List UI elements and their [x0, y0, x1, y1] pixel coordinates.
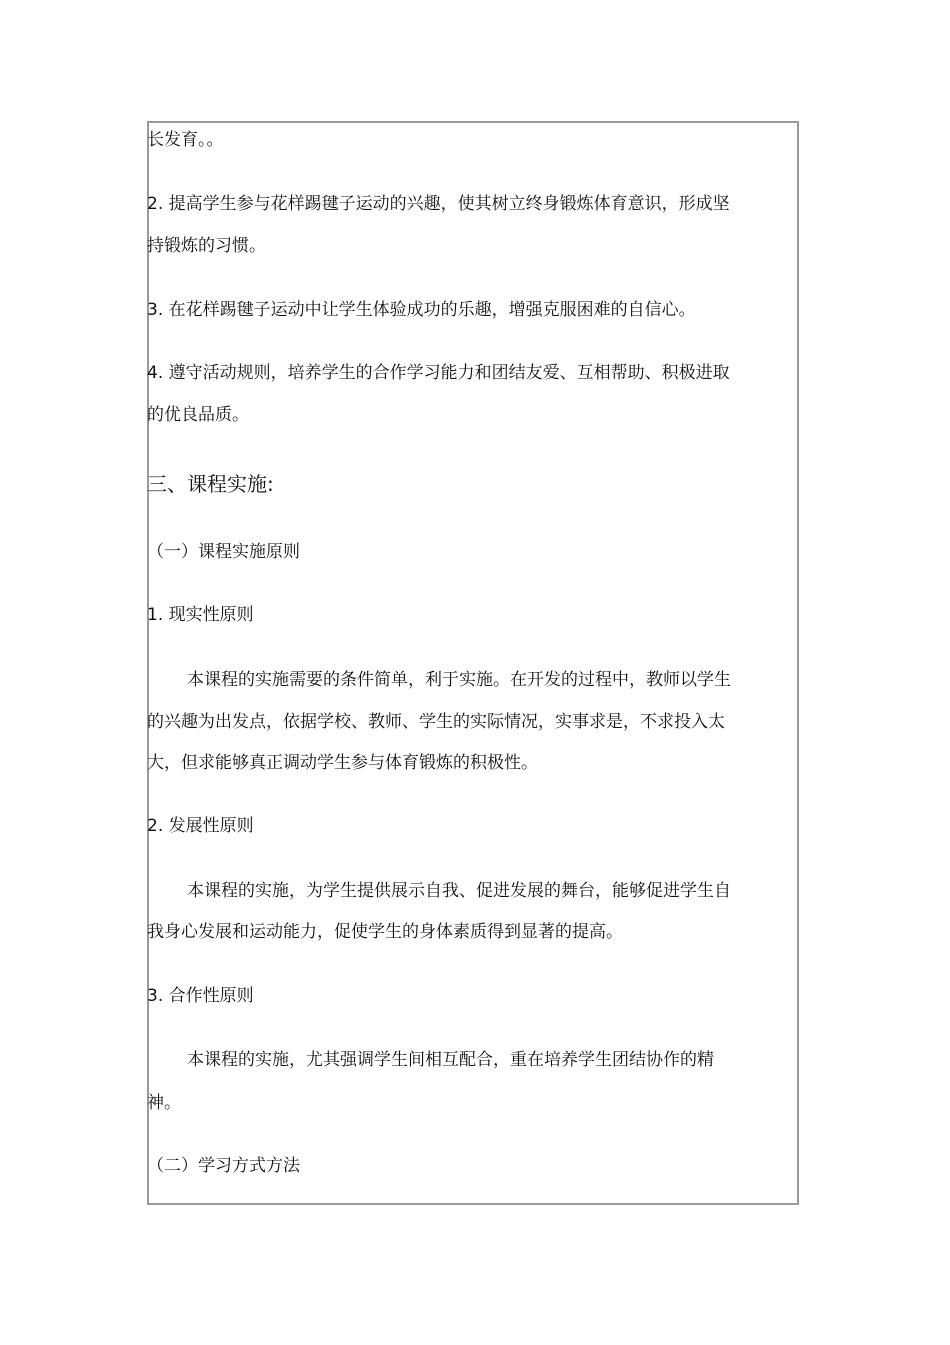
- text-line: 我身心发展和运动能力，促使学生的身体素质得到显著的提高。: [147, 922, 623, 942]
- text-line: 4. 遵守活动规则，培养学生的合作学习能力和团结友爱、互相帮助、积极进取: [147, 363, 730, 383]
- text-line: 本课程的实施，为学生提供展示自我、促进发展的舞台，能够促进学生自: [187, 881, 731, 901]
- text-line: 的兴趣为出发点，依据学校、教师、学生的实际情况，实事求是，不求投入太: [147, 712, 725, 732]
- text-line: 神。: [147, 1093, 181, 1113]
- principle-heading: 2. 发展性原则: [147, 816, 254, 836]
- page-frame: [147, 121, 799, 1205]
- text-line: 本课程的实施需要的条件简单，利于实施。在开发的过程中，教师以学生: [187, 670, 731, 690]
- principle-heading: 3. 合作性原则: [147, 986, 254, 1006]
- subsection-heading: （一）课程实施原则: [147, 542, 300, 562]
- section-heading: 三、课程实施:: [147, 472, 274, 496]
- subsection-heading: （二）学习方式方法: [147, 1156, 300, 1176]
- text-line: 3. 在花样踢毽子运动中让学生体验成功的乐趣，增强克服困难的自信心。: [147, 300, 696, 320]
- principle-heading: 1. 现实性原则: [147, 605, 254, 625]
- text-line: 长发育。。: [147, 130, 224, 150]
- text-line: 的优良品质。: [147, 405, 249, 425]
- text-line: 本课程的实施，尤其强调学生间相互配合，重在培养学生团结协作的精: [187, 1050, 714, 1070]
- text-line: 2. 提高学生参与花样踢毽子运动的兴趣，使其树立终身锻炼体育意识，形成坚: [147, 194, 730, 214]
- text-line: 大，但求能够真正调动学生参与体育锻炼的积极性。: [147, 753, 538, 773]
- text-line: 持锻炼的习惯。: [147, 236, 266, 256]
